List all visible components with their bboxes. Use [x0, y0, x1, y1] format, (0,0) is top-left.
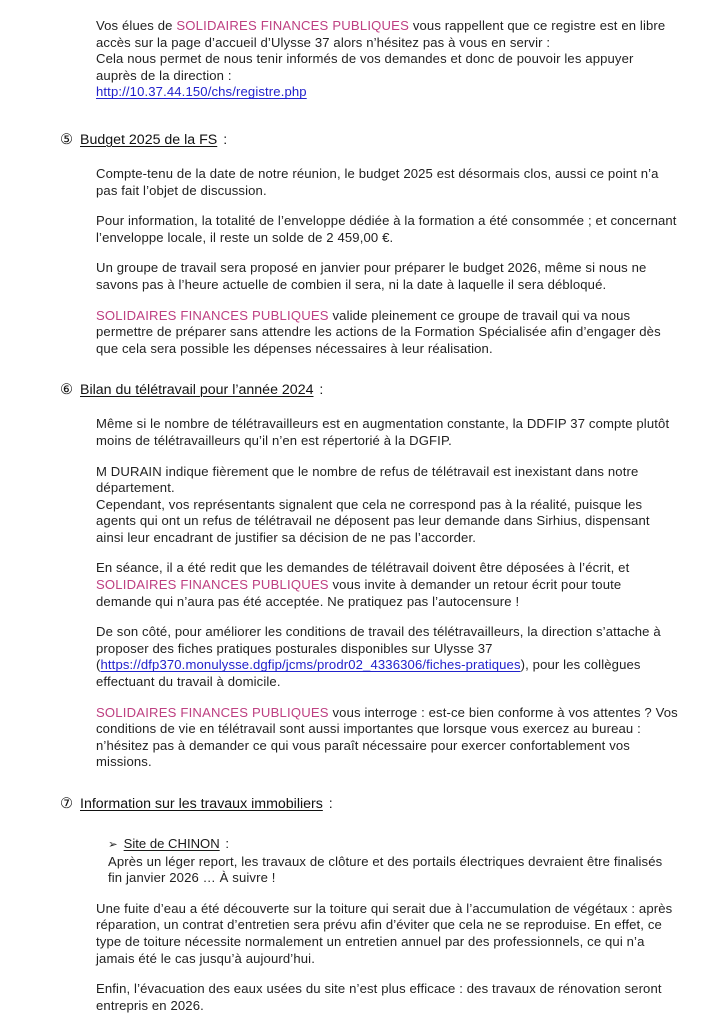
- section-6-paragraph-2: M DURAIN indique fièrement que le nombre de refus de télétravail est inexistant dans notre département.: [96, 463, 639, 496]
- section-5-colon: :: [219, 131, 228, 148]
- spacer: [60, 820, 678, 836]
- section-6-heading: [60, 381, 678, 400]
- section-5-paragraph-4: [96, 308, 678, 358]
- spacer: [60, 115, 678, 131]
- site-chinon-title: Site de CHINON: [123, 836, 220, 851]
- spacer: [60, 156, 678, 166]
- section-6-paragraph-3: Cependant, vos représentants signalent que cela ne correspond pas à la réalité, puisque les agents qui ont un refus de télétravail ne déposent pas leur demande dans Sirhius, dispensant ainsi leur encadrant de justifier sa décision de ne pas l’accorder.: [96, 496, 650, 545]
- section-6-paragraph-5-before: De son côté, pour améliorer les conditions de travail des télétravailleurs, la direction s’attache à proposer des fiches pratiques posturales disponibles sur Ulysse 37: [96, 624, 661, 656]
- section-7-heading: [60, 795, 678, 814]
- section-6-colon: :: [315, 382, 324, 399]
- section-budget-2025: [60, 131, 678, 357]
- section-6-paragraph-4: [96, 560, 678, 610]
- section-travaux-immobiliers: [60, 795, 678, 1014]
- section-6-paragraph-5-after: ), pour les collègues effectuant du travail à domicile.: [96, 657, 641, 690]
- section-5-title: Budget 2025 de la FS: [80, 131, 218, 148]
- section-7-colon: :: [324, 796, 333, 812]
- section-5-heading: [60, 131, 678, 150]
- section-7-paragraph-2: Une fuite d’eau a été découverte sur la toiture qui serait due à l’accumulation de végétaux : après réparation, un contrat d’entretien sera prévu afin d’éviter que cela ne se reproduise. En effet, ce type de toiture nécessite normalement un entretien annuel par des professionnels, ce qui n’a jamais été le cas jusqu’à aujourd’hui.: [96, 900, 673, 966]
- section-6-paragraph-1: Même si le nombre de télétravailleurs est en augmentation constante, la DDFIP 37 compte plutôt moins de télétravailleurs qu’il n’en est répertorié à la DGFIP.: [96, 416, 670, 448]
- circled-number-6-icon: ⑥: [60, 382, 73, 399]
- section-7-paragraph-1: Après un léger report, les travaux de clôture et des portails électriques devraient être finalisés fin janvier 2026 … À suivre !: [108, 853, 663, 886]
- fiches-pratiques-link[interactable]: https://dfp370.monulysse.dgfip/jcms/prodr02_4336306/fiches-pratiques: [100, 657, 521, 673]
- section-6-paragraph-5: De son côté, pour améliorer les conditions de travail des télétravailleurs, la direction s’attache à proposer des fiches pratiques posturales disponibles sur Ulysse 37 (https://dfp370.monulysse.dgfip/jcms/prodr02_4336306/fiches-pratiques), pour les collègues effectuant du travail à domicile.: [96, 624, 661, 690]
- site-chinon-colon: :: [221, 836, 229, 851]
- section-6-paragraph-4-before: En séance, il a été redit que les demandes de télétravail doivent être déposées à l’écrit, et: [96, 560, 630, 576]
- org-name-mention: SOLIDAIRES FINANCES PUBLIQUES: [96, 307, 329, 323]
- org-name-mention: SOLIDAIRES FINANCES PUBLIQUES: [96, 704, 329, 720]
- intro-block: [60, 18, 678, 101]
- registre-link[interactable]: http://10.37.44.150/chs/registre.php: [96, 84, 307, 100]
- intro-paragraph: [96, 18, 678, 51]
- arrow-bullet-icon: ➢: [108, 839, 118, 851]
- registre-link-paragraph: [96, 84, 678, 101]
- section-bilan-teletravail: [60, 381, 678, 771]
- section-6-paragraph-6-text: vous interroge : est-ce bien conforme à vos attentes ? Vos conditions de vie en télétravail sont aussi importantes que lorsque vous exercez au bureau : n’hésitez pas à demander ce qui vous paraît nécessaire pour exercer confortablement vos missions.: [96, 704, 678, 770]
- section-7-title: Information sur les travaux immobiliers: [80, 796, 323, 812]
- section-5-paragraph-3: Un groupe de travail sera proposé en janvier pour préparer le budget 2026, même si nous ne savons pas à l’heure actuelle de combien il sera, ni la date à laquelle il sera débloqué.: [96, 260, 647, 292]
- section-6-paragraph-4-after: vous invite à demander un retour écrit pour toute demande qui n’aura pas été acceptée. Ne pratiquez pas l’autocensure !: [96, 577, 622, 609]
- circled-number-5-icon: ⑤: [60, 131, 73, 148]
- intro-text-after-org: vous rappellent que ce registre est en libre accès sur la page d’accueil d’Ulysse 37 alors n’hésitez pas à vous en servir :: [96, 18, 666, 50]
- section-7-paragraph-3: Enfin, l’évacuation des eaux usées du site n’est plus efficace : des travaux de rénovation seront entrepris en 2026.: [96, 981, 662, 1013]
- org-name-mention: SOLIDAIRES FINANCES PUBLIQUES: [176, 18, 410, 33]
- spacer: [60, 406, 678, 416]
- section-5-paragraph-2: Pour information, la totalité de l’enveloppe dédiée à la formation a été consommée ; et concernant l’enveloppe locale, il reste un solde de 2 459,00 €.: [96, 213, 677, 245]
- spacer: [60, 371, 678, 381]
- section-6-title: Bilan du télétravail pour l’année 2024: [80, 382, 314, 399]
- section-5-paragraph-1: Compte-tenu de la date de notre réunion, le budget 2025 est désormais clos, aussi ce point n’a pas fait l’objet de discussion.: [96, 165, 659, 198]
- spacer: [60, 785, 678, 795]
- org-name-mention: SOLIDAIRES FINANCES PUBLIQUES: [96, 577, 329, 593]
- site-chinon-subheading: [108, 836, 678, 854]
- section-6-paragraph-6: [96, 705, 678, 771]
- section-5-paragraph-4-text: valide pleinement ce groupe de travail qui va nous permettre de préparer sans attendre les actions de la Formation Spécialisée afin d’engager dès que cela sera possible les dépenses nécessaires à leur réalisation.: [96, 307, 661, 356]
- site-chinon-block: [108, 836, 678, 887]
- circled-number-7-icon: ⑦: [60, 796, 73, 812]
- intro-text-before-org: Vos élues de: [96, 18, 177, 33]
- intro-paragraph-2: Cela nous permet de nous tenir informés de vos demandes et donc de pouvoir les appuyer auprès de la direction :: [96, 51, 634, 83]
